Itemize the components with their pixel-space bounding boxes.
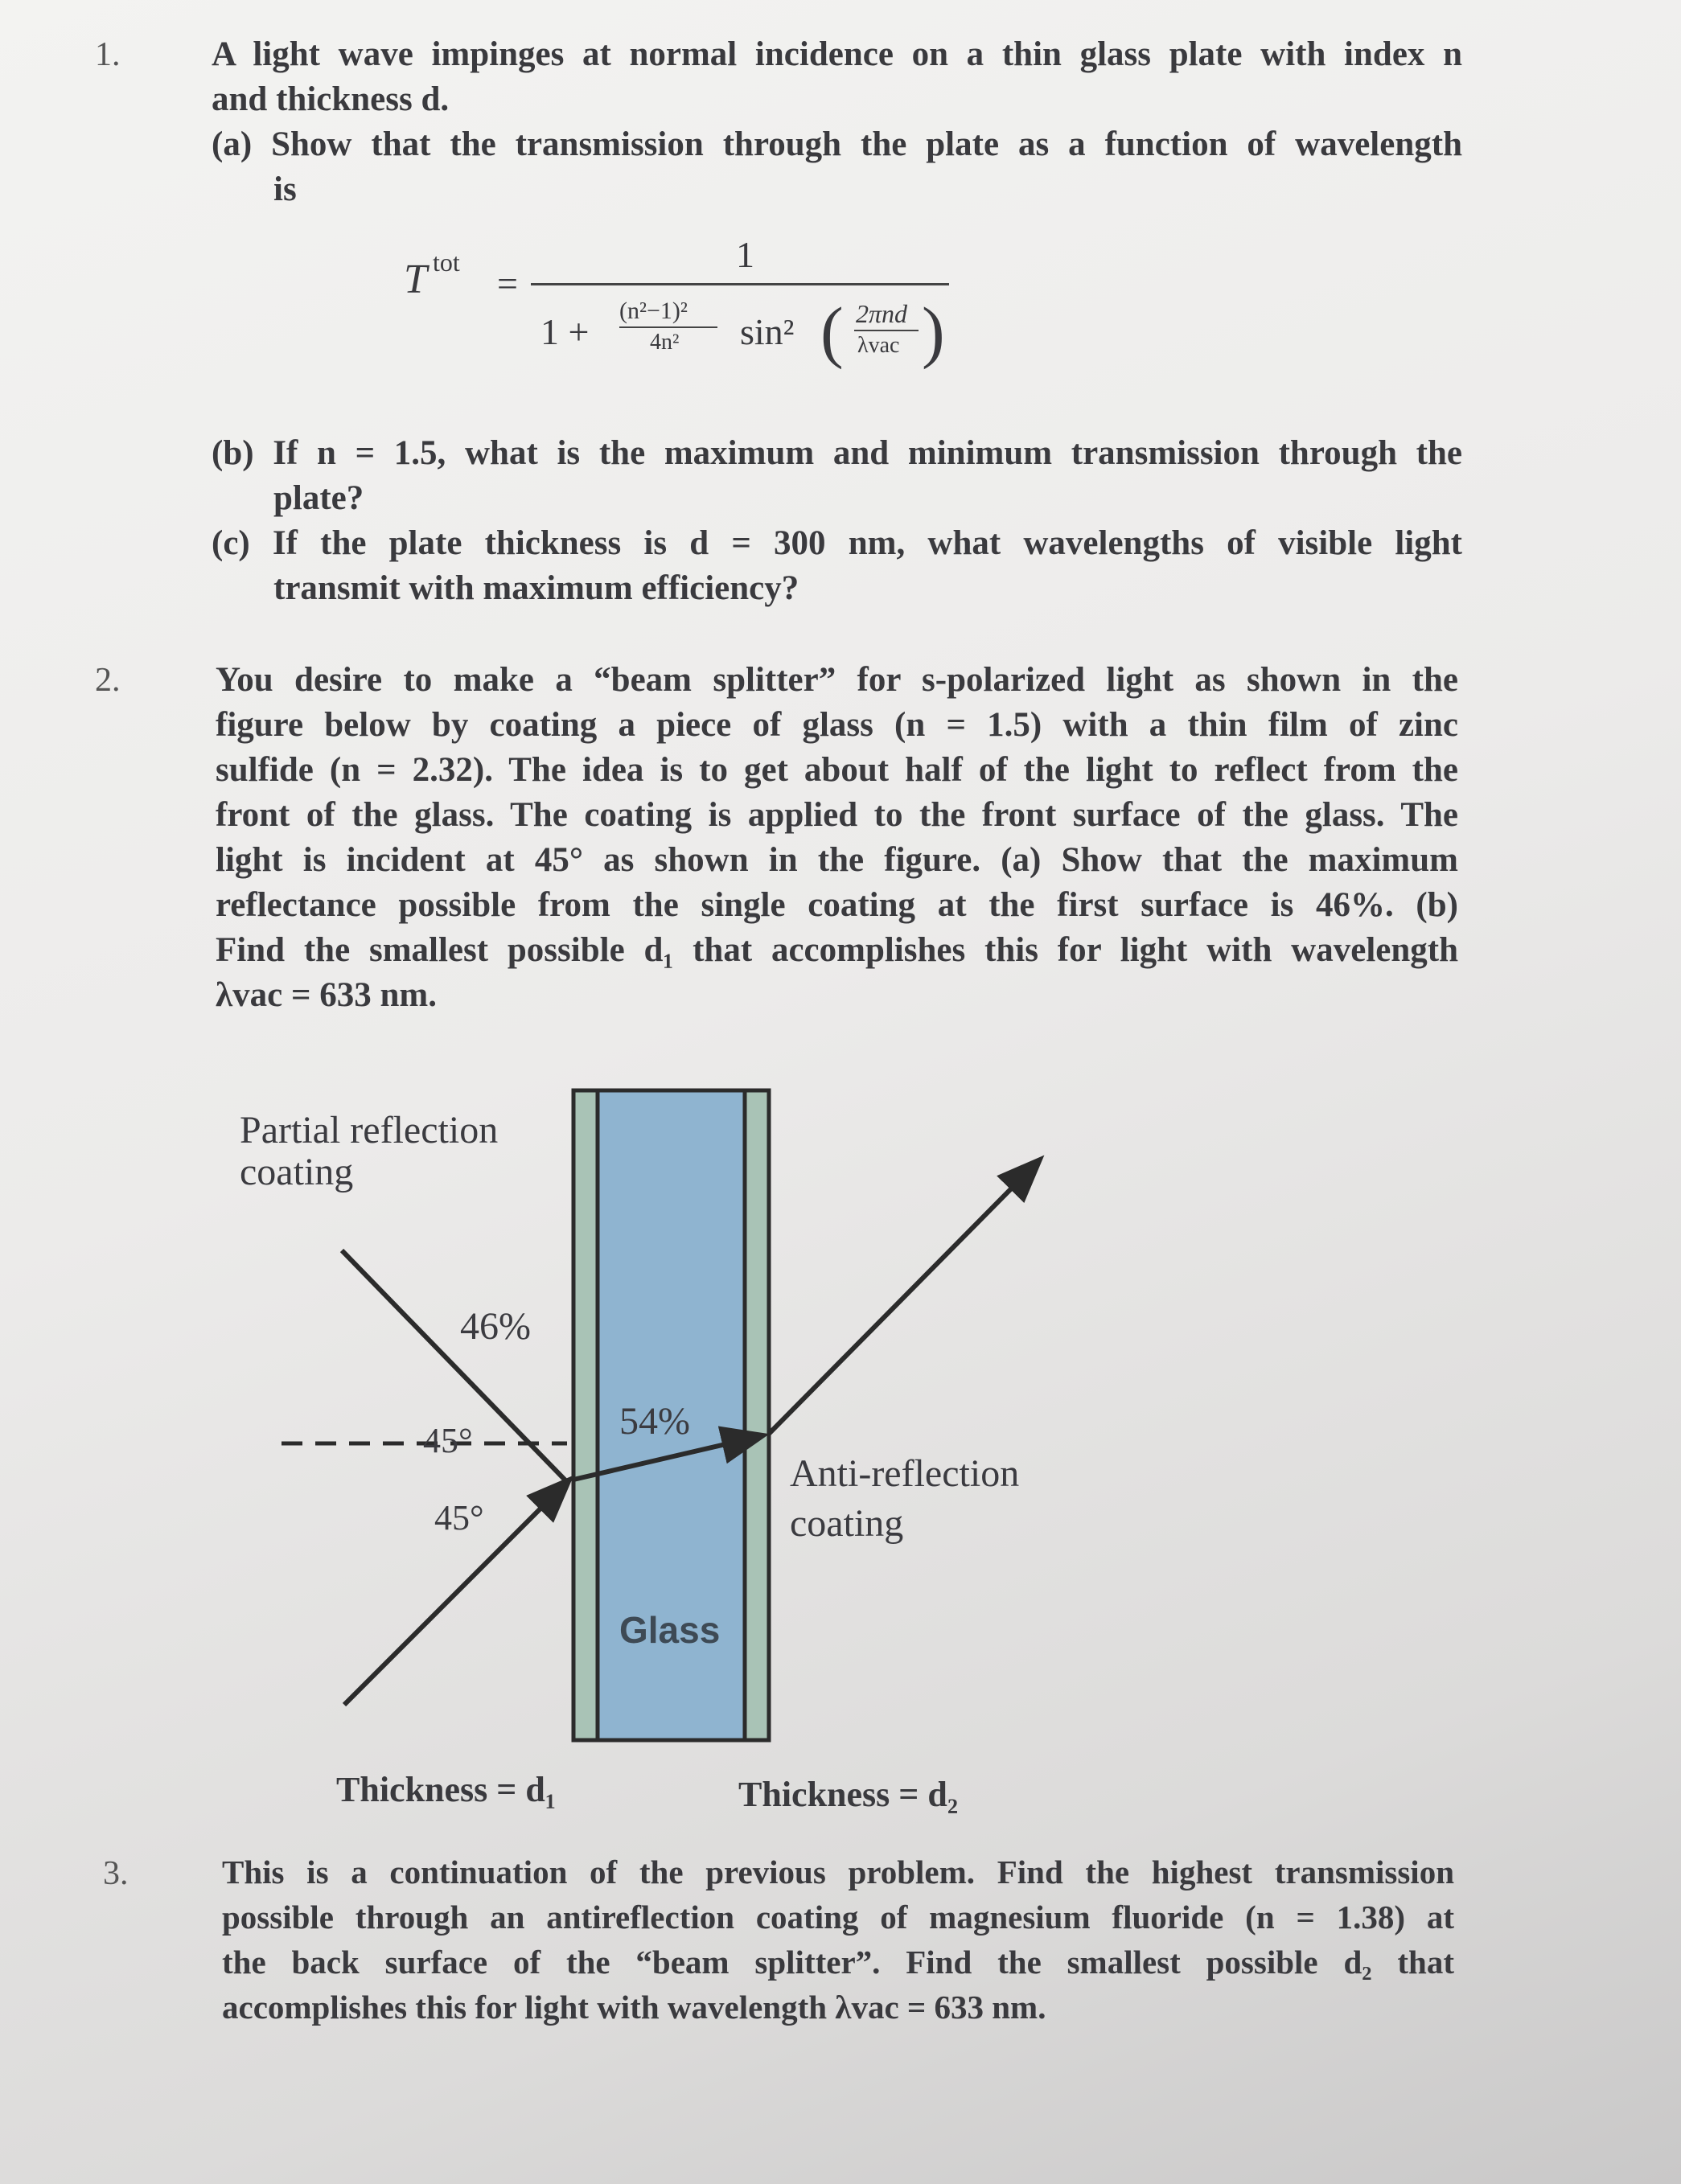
- eq-right-paren: ): [922, 293, 945, 370]
- problem-3-line: the back surface of the “beam splitter”. Find the smallest possible d₂ that: [222, 1944, 1454, 1981]
- problem-1-line: (c) If the plate thickness is d = 300 nm, what wavelengths of visible light: [212, 524, 1462, 562]
- eq-inner-num: (n²−1)²: [619, 298, 688, 324]
- problem-1-line: (a) Show that the transmission through the plate as a function of wavelength: [212, 125, 1462, 163]
- problem-3-line: possible through an antireflection coating of magnesium fluoride (n = 1.38) at: [222, 1899, 1454, 1936]
- problem-2-line: reflectance possible from the single coating at the first surface is 46%. (b): [216, 886, 1458, 924]
- eq-lhs: T: [404, 257, 427, 302]
- problem-2-line: You desire to make a “beam splitter” for s-polarized light as shown in the: [216, 661, 1458, 699]
- problem-2-line: Find the smallest possible d₁ that accomplishes this for light with wavelength: [216, 931, 1458, 969]
- problem-3-line: accomplishes this for light with wavelength λvac = 633 nm.: [222, 1989, 1046, 2026]
- partial-reflection-label-line: Partial reflection: [240, 1109, 499, 1152]
- thickness-d1-label: Thickness = d₁: [336, 1770, 557, 1809]
- problem-1-line: transmit with maximum efficiency?: [273, 569, 799, 607]
- problem-1-line: and thickness d.: [212, 80, 450, 118]
- transmittance-label: 54%: [619, 1400, 690, 1443]
- problem-3-line: This is a continuation of the previous problem. Find the highest transmission: [222, 1854, 1454, 1890]
- anti-reflection-label: [790, 1449, 1019, 1549]
- problem-2-line: sulfide (n = 2.32). The idea is to get about half of the light to reflect from the: [216, 751, 1458, 789]
- problem-3-text: [222, 1849, 1454, 1985]
- problem-1-number: 1.: [95, 36, 121, 73]
- problem-1-line: (b) If n = 1.5, what is the maximum and minimum transmission through the: [212, 434, 1462, 472]
- exiting-ray: [769, 1162, 1038, 1434]
- eq-numerator: 1: [736, 234, 754, 275]
- eq-left-paren: (: [820, 293, 844, 370]
- eq-inner-den: 4n²: [650, 330, 680, 355]
- eq-denominator-prefix: 1 +: [540, 311, 590, 352]
- angle-bottom-label: 45°: [434, 1498, 484, 1537]
- problem-1-line: plate?: [273, 479, 364, 517]
- eq-lhs-sup: tot: [433, 248, 460, 277]
- eq-arg-den: λvac: [857, 333, 900, 358]
- problem-3-last-line: [222, 1985, 1046, 2030]
- problem-2-number: 2.: [95, 662, 121, 699]
- problem-2-line: light is incident at 45° as shown in the figure. (a) Show that the maximum: [216, 841, 1458, 879]
- anti-reflection-label-line: coating: [790, 1502, 904, 1545]
- partial-reflection-label-line: coating: [240, 1151, 354, 1193]
- problem-2-line: front of the glass. The coating is applied to the front surface of the glass. The: [216, 796, 1458, 834]
- thickness-d2-label: Thickness = d₂: [738, 1775, 959, 1814]
- problem-2-line: figure below by coating a piece of glass (n = 1.5) with a thin film of zinc: [216, 706, 1458, 744]
- problem-1-line: is: [273, 170, 297, 208]
- problem-1-line: A light wave impinges at normal incidence on a thin glass plate with index n: [212, 35, 1462, 73]
- anti-reflection-label-line: Anti-reflection: [790, 1452, 1020, 1495]
- front-coating: [573, 1090, 598, 1740]
- glass-label: Glass: [619, 1609, 721, 1651]
- problem-3-number: 3.: [103, 1855, 129, 1892]
- reflectance-label: 46%: [460, 1305, 531, 1348]
- problem-2-line: λvac = 633 nm.: [216, 976, 437, 1014]
- angle-top-label: 45°: [423, 1421, 473, 1460]
- partial-reflection-label: [240, 1110, 498, 1193]
- eq-sin: sin²: [740, 311, 795, 352]
- eq-arg-num: 2πnd: [856, 299, 908, 328]
- eq-equals: =: [497, 263, 518, 304]
- back-coating: [745, 1090, 769, 1740]
